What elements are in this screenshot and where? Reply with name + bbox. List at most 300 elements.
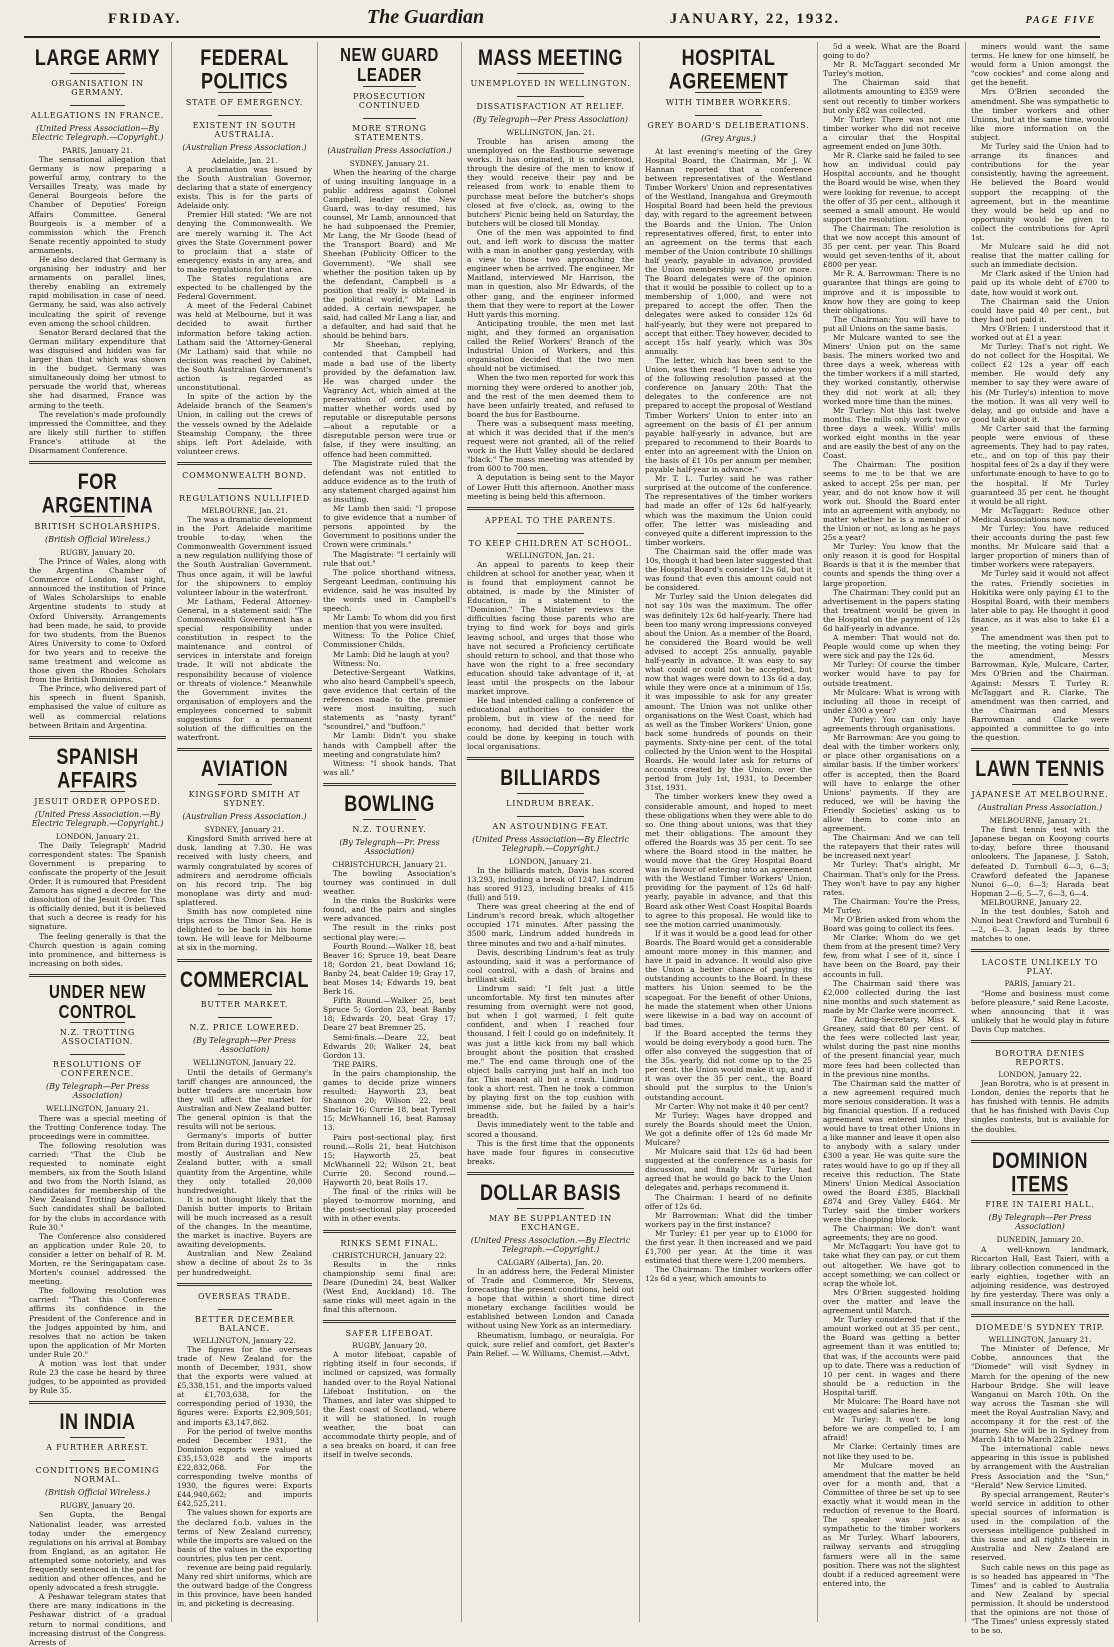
article-paragraph: Mr O'Brien asked from whom the Board was going to collect its fees. [823, 915, 960, 934]
article-headline: HOSPITAL AGREEMENT [668, 44, 789, 94]
article-dateline: DUNEDIN, January 20. [996, 1235, 1084, 1245]
article-credit: (By Telegraph—Per Press Association) [192, 1036, 297, 1055]
article-paragraph: Australian and New Zealand show a decline of about 2s to 3s per hundredweight. [177, 1249, 312, 1277]
article-divider [29, 974, 166, 977]
article-paragraph: Mr Mulcare moved an amendment that the matter be held over for a month and, that a Committee of three be set up to see exactly what it would mean in the reduction of revenue to the Board. The speaker was just as sympathetic to the timber workers as Mr Turley. Wharf labourers, railway servants and struggling farmers were all in the same position. There was not the slightest doubt if a reduced agreement were entered into, the [823, 1460, 960, 1588]
article-subheading: KINGSFORD SMITH AT SYDNEY. [188, 790, 301, 809]
article-paragraph: miners would want the same terms. He knew for one himself, he would form a Union amongst the "cow cockies" and come along and get the benefit. [971, 42, 1109, 88]
article-paragraph: If it was it would be a good lead for other Boards. The Board would get a considerable amount more money in this manner, and have it paid in advance. It would also give the Union a better chance of paying its outstanding accounts to the Board. In these matters his Union seemed to be the scapegoat. For the benefit of other Unions, he made the statement when other Unions were likewise in a bad way on account of bad times. [645, 928, 812, 1029]
article [467, 507, 634, 751]
article-paragraph: The police shorthand witness, Sergeant Leedman, continuing his evidence, said he was insulted by the words used in Campbell's speech. [323, 567, 456, 614]
article-dateline: WELLINGTON, January 22. [193, 1335, 296, 1345]
article-paragraph: When the two men reported for work this morning they were ordered to another job, and the rest of the men deemed them to have been unfairly treated, and refused to board the bus for Eastbourne. [467, 373, 634, 419]
article-paragraph: Mr Turley: Not this last twelve months. The mills only work two or three days a week. Willis' mills worked eight months in the year and are easily the best of any on the Coast. [823, 405, 960, 461]
article-paragraph: In an address here, the Federal Minister of Trade and Commerce, Mr Stevens, forecasting the present conditions, held out a hope that within a short time direct monetary exchange facilities would be established between London and Canada without using New York as an intermediary. [467, 1266, 634, 1331]
article-paragraph: The values shown for exports are the declared f.o.b. values in the terms of New Zealand currency, while the imports are valued on the basis of the values in the exporting countries, plus ten per cent. [177, 1508, 312, 1563]
article-paragraph: Mrs O'Brien seconded the amendment. She was sympathetic to the timber workers and other Unions, but at the same time, would like more information on the subject. [971, 87, 1109, 142]
article-paragraph: In the billiards match, Davis has scored 13,293, including a break of 1247. Lindrum has scored 9123, including breaks of 415 (full) and 519. [467, 865, 634, 903]
article-body [29, 832, 166, 968]
article [467, 46, 634, 501]
article-paragraph: The figures for the overseas trade of New Zealand for the month of December, 1931, show that the exports were valued at £5,338,151, and the imports valued at £1,703,638, for the corresponding period of 1930, the figures were: Exports £2,909,501; and imports £3,147,862. [177, 1344, 312, 1427]
article [177, 462, 312, 742]
article-paragraph: In the test doubles, Satoh and Nunoi beat Crawford and Turnbull 6—2, 6—3. Japan leads by three matches to one. [971, 907, 1109, 944]
article-subheading: TO KEEP CHILDREN AT SCHOOL. [468, 538, 633, 548]
article [177, 46, 312, 456]
article-paragraph: Mr Mulcare: What is wrong with including all those in receipt of under £300 a year? [823, 687, 960, 715]
article-body [323, 1251, 456, 1315]
article-subheading: AN ASTOUNDING FEAT. [492, 821, 609, 831]
article-headline: FOR ARGENTINA [41, 468, 154, 518]
article-body [467, 551, 634, 751]
article-divider [323, 1320, 456, 1323]
article [323, 1320, 456, 1459]
article-paragraph: The Chairman: They could put an advertisement in the papers stating that treatment would be given in the Hospital on the payment of 12s 6d half-yearly in advance. [823, 587, 960, 633]
article-paragraph: Such cable news on this page as is so headed has appeared in "The Times" and is cabled to Australia and New Zealand by special permission. It should be understood that the opinions are not those of "The Times" unless expressly stated to be so. [971, 1562, 1109, 1636]
article-paragraph: Semi-finals.—Deare 22, beat Edwards 20; Walker 24, beat Gordon 13. [323, 1032, 456, 1060]
article-paragraph: Mr Turley: There was not one timber worker who did not receive a circular that the Hospital agreement ended on June 30th. [823, 114, 960, 152]
article-credit: (By Telegraph—Pr. Press Association) [339, 837, 440, 856]
sub-rule [218, 1017, 272, 1018]
article-paragraph: Witness: "I shook hands. That was all." [323, 758, 456, 777]
article-paragraph: In spite of the action by the Adelaide branch of the Seamen's Union, in calling out the crews of the vessels owned by the Adelaide Steamship Company, the three ships left Port Adelaide, with volunteer crews. [177, 392, 312, 456]
article-paragraph: Anticipating trouble, the men met last night, and they formed an organisation called the Relief Workers' Branch of the Industrial Union of Workers, and this organisation decided that the two men should not be victimised. [467, 318, 634, 374]
article-body [29, 1501, 166, 1647]
article-subheading: WITH TIMBER WORKERS. [665, 97, 792, 107]
article-paragraph: Mr Clarke: Whom do we get them from at the present time? Very few, from what I see of it, since I have been on the Board, pay their accounts in full. [823, 933, 960, 979]
column-7 [966, 42, 1114, 1636]
article [971, 949, 1109, 1034]
sub-rule [70, 1054, 125, 1055]
article-paragraph: Kingsford Smith arrived here at dusk, landing at 7.30. He was received with lusty cheers, and warmly congratulated by scores of admirers and aerodrome officials on his record trip. The big monoplane was dirty and mud-splattered. [177, 834, 312, 907]
article-body [29, 1104, 166, 1395]
sub-rule [218, 1309, 272, 1310]
article-paragraph: The Daily Telegraph' Madrid correspondent states: The Spanish Government is preparing to confiscate the property of the Jesuit Order. It is rumoured that President Zamora has signed a decree for the dissolution of the Jesuit Order. This is officially denied, but it is believed that such a decree is ready for his signature. [29, 840, 166, 932]
article-paragraph: The Chairman said the matter of a new agreement required much more serious consideration. It was a big financial question. If a reduced agreement was entered into, they would have to treat other Unions in a like manner and leave it open also to anybody with a salary under £300 a year. He was quite sure the rates would have to go up if they all receive this reduction. The State Miners' Union Medical Association owed the Board £385, Blackball £874 and Grey Valley £464. Mr Turley said the timber workers were the chopping block. [823, 1078, 960, 1225]
article-paragraph: The Chairman said that allotments amounting to £359 were sent out recently to timber workers but only £82 was collected. [823, 78, 960, 115]
article-paragraph: The timber workers knew they owed a considerable amount, and hoped to meet these obligations when they were able to do so. One thing about unions, was that they met their obligations. The amount they offered the Boards was 35 per cent. To see where the Board stood in the matter, he would move that the Grey Hospital Board was in favour of entering into an agreement with the Westland Timber Workers' Union, providing for the payment of 12s 6d half-yearly, payable in advance, and that this Board ask other West Coast Hospital Boards to agree to this proposal. He would like to see the motion carried unanimously. [645, 792, 812, 929]
article-paragraph: Mr Carter said that the farming people were envious of these agreements. They had to pay rates, etc., and on top of this pay their hospital fees of 2s a day if they were unfortunate enough to have to go to the hospital. If Mr Turley guaranteed 35 per cent. he thought it would be all right. [971, 423, 1109, 506]
article-paragraph: The Prince of Wales, along with the Argentina Chamber of Commerce of London, last night, announced the institution of Prince of Wales Scholarships to enable Argentine students to study at Oxford University. Arrangements had been made, he said, to provide for two students, from the Buenos Aires University to come to Oxford for two years and to receive the same treatment and welcome as those given the Rhodes Scholars from the British Dominions. [29, 556, 166, 685]
article-paragraph: The revelation's made profoundly impressed the Committee, and they are likely still further to stiffen France's attitude at the Disarmament Conference. [29, 409, 166, 455]
article-paragraph: In the pairs championship, the games to decide prize winners resulted: Hayworth 23, beat Shannon 20; Wilson 22, beat Sinclair 16; Currie 18, beat Tyrrell 15; McWhannell 16, beat Ramsay 13. [323, 1068, 456, 1133]
column-3 [318, 42, 462, 1622]
article-paragraph: For the period of twelve months ended December 1931, the Dominion exports were valued at £35,153,028 and the imports £22,832,068. For the corresponding twelve months of 1930, the figures were: Exports £44,940,662; and imports £42,525,211. [177, 1426, 312, 1509]
article-dateline: CHRISTCHURCH, January 21. [332, 859, 447, 869]
article-subheading: DISSATISFACTION AT RELIEF. [476, 101, 625, 111]
sub-rule [70, 1437, 125, 1438]
article-paragraph: revenue are being paid regularly. Many red shirt uniforms, which are the outward badge of the Congress in this province, have been handed in, and picketing is decreasing. [177, 1563, 312, 1609]
article [29, 736, 166, 968]
article-paragraph: Mr Clarke: Certainly times are not like they used to be. [823, 1442, 960, 1461]
article-paragraph: A Peshawar telegram states that there are many indications in the Peshawar district of a gradual return to normal conditions, and increasing distrust of the Congress. Arrests of [29, 1592, 166, 1647]
article-credit: (Grey Argus.) [701, 133, 756, 143]
article-dateline: CALGARY (Alberta), Jan. 20. [497, 1257, 604, 1267]
article-paragraph: Mr Turley: It won't be long before we are compelled to, I am afraid! [823, 1415, 960, 1443]
article-credit: (By Telegraph—Per Press Association) [472, 114, 629, 124]
article-paragraph: The Acting-Secretary, Miss K. Greaney, said that 80 per cent. of the fees were collected last year, whilst during the past nine months of the present financial year, much more fees had been collected than in the previous nine months. [823, 1015, 960, 1079]
article-paragraph: One of the men was appointed to find out, and left work to discuss the matter with a man in another gang yesterday, with a view to those two approaching the engineer when he arrived. The engineer, Mr Maitland, interviewed Mr Harrison, the man in question, also Mr Edwards, of the other gang, and the engineer informed them that they were to report at the Lower Hutt yards this morning. [467, 227, 634, 319]
article-divider [177, 748, 312, 751]
article-paragraph: Witness: No. [333, 658, 381, 668]
article-paragraph: Fifth Round.—Walker 25, beat Spruce 5; Gordon 23, beat Banby 18; Edwards 20, beat Gray 17; Deare 27 beat Bremner 25. [323, 996, 456, 1033]
article-paragraph: Mr Turley: Wages have dropped and surely the Boards should meet the Union. We got a definite offer of 12s 6d made Mr Mulcare? [645, 1110, 812, 1147]
article-paragraph: Mr Turley: £1 per year up to £1000 for the first year. It then increased and we paid £1,700 per year. At the time it was estimated that there were 1,200 members. [645, 1228, 812, 1266]
article-paragraph: This is the first time that the opponents have made four figures in consecutive breaks. [467, 1138, 634, 1166]
article-paragraph: The Magistrate: "I certainly will rule that out." [323, 549, 456, 568]
article-body [645, 147, 812, 1284]
article-paragraph: The first tennis test with the Japanese began on Kooyong courts to-day, before three thousand onlookers. The Japanese, J. Satoh, defeated D. Turnbull 6—3, 6—3; Crawford defeated the Japanese Nunoi 6—0, 6—3; Harada beat Hopman 2—6, 5—7, 6—3, 6—4. [971, 825, 1109, 898]
article-paragraph: The was a dramatic development in the Port Adelaide maritime trouble to-day, when the Commonwealth Government issued a new regulation nullifying those of the South Australian Government. Thus once again, it will be lawful for the shipowners to employ volunteer labour in the waterfront. [177, 514, 312, 597]
sub-rule [517, 533, 584, 534]
article-paragraph: Mr Lamb: Did he laugh at you? [333, 649, 450, 659]
article-paragraph: He also declared that Germany is organising her industry and her armaments on parallel lines, thereby enabling an extremely rapid mobilisation in case of need. Germany, he said, was also actively inculcating the spirit of revenge even among the school children. [29, 255, 166, 328]
article-subheading: BUTTER MARKET. [200, 1000, 289, 1010]
article [971, 748, 1109, 943]
article-paragraph: MELBOURNE, January 22. [981, 897, 1082, 907]
article-subheading: ORGANISATION IN GERMANY. [51, 78, 144, 97]
article-divider [971, 1314, 1109, 1317]
article-paragraph: Mr Mulcare said that 12s 6d had been suggested at the conference as a basis for discussion, and finally Mr Turley had agreed that he would go back to the Union delegates and, perhaps recommend it. [645, 1147, 812, 1193]
article-paragraph: The final of the rinks will be played to-morrow morning, and the post-sectional play proceeded with in other events. [323, 1187, 456, 1224]
masthead-date: JANUARY, 22, 1932. [669, 11, 841, 27]
article [971, 42, 1109, 742]
article-subheading: RINKS SEMI FINAL. [340, 1238, 439, 1248]
article-paragraph: Mr Turley: That's alright, Mr Chairman. That's only for the Press. They won't have to pay any higher rates. [823, 860, 960, 897]
article-subheading: DIOMEDE'S SYDNEY TRIP. [975, 1323, 1105, 1333]
article-paragraph: There was a special meeting of the Trotting Conference today. The proceedings were in committee. [29, 1113, 166, 1141]
article-paragraph: The Magistrate ruled that the defendant was not entitled to adduce evidence as to the truth of any statement charged against him as insulting. [323, 458, 456, 504]
article-subheading: MAY BE SUPPLANTED IN EXCHANGE. [488, 1213, 613, 1232]
article-paragraph: Mr Barrowman: What did the timber workers pay in the first instance? [645, 1210, 812, 1229]
article-paragraph: Davis, describing Lindrum's feat as truly astounding, said it was a performance of cool control, with a dash of brains and brilliant skill. [467, 947, 634, 984]
article-dateline: SYDNEY, January 21. [349, 158, 430, 168]
article-paragraph: A member: That would not do. People would come up when they were sick and pay the 12s 6d. [823, 633, 960, 661]
article-subheading: SAFER LIFEBOAT. [345, 1329, 434, 1339]
article [823, 42, 960, 1588]
article-paragraph: By special arrangement, Reuter's world service in addition to other special sources of information is used in the compilation of the overseas intelligence published in this issue and all rights therein in Australia and New Zealand are reserved. [971, 1489, 1109, 1563]
article-credit: (United Press Association.—By Electric Telegraph.—Copyright.) [470, 1235, 631, 1254]
article-subheading: BETTER DECEMBER BALANCE. [194, 1314, 295, 1333]
article [971, 1314, 1109, 1635]
article-paragraph: The Chairman: The timber workers offer 12s 6d a year, which amounts to [645, 1265, 812, 1284]
article-paragraph: The feeling generally is that the Church question is again coming into prominence, and bitterness is increasing on both sides. [29, 931, 166, 968]
article-body [177, 156, 312, 456]
article-paragraph: Germany's imports of butter from Britain during 1931, consisted mostly of Australian and New Zealand butter, with a small quantity from the Argentine, while they only totalled 20,000 hundredweight. [177, 1131, 312, 1195]
sub-rule [218, 488, 272, 489]
article-subheading: LINDRUM BREAK. [506, 798, 595, 808]
article-subheading: GREY BOARD'S DELIBERATIONS. [647, 120, 810, 130]
article [971, 1040, 1109, 1134]
sub-rule [70, 73, 125, 74]
article-paragraph: Witness: To the Police Chief, Commissioner Childs. [323, 631, 456, 650]
article-paragraph: The Chairman: The position seems to me to be that we are asked to accept 25s per man, per year, and do not know how it will work out. Should the Board enter into an agreement with anybody, no matter whether he is a member of the Union or not, as long as he pays 25s a year? [823, 460, 960, 543]
column-1 [24, 42, 172, 1647]
article-divider [971, 748, 1109, 751]
article-paragraph: Davis immediately went to the table and scored a thousand. [467, 1120, 634, 1139]
article-body [467, 128, 634, 501]
article-dateline: WELLINGTON, Jan. 21. [506, 127, 595, 137]
sub-rule [70, 1460, 125, 1461]
article-paragraph: The Chairman: We don't want agreements; they are no good. [823, 1224, 960, 1243]
article-paragraph: The Chairman: And we can tell the ratepayers that their rates will be increased next year! [823, 833, 960, 861]
article-subheading: COMMONWEALTH BOND. [182, 470, 307, 480]
article-paragraph: The Chairman: You will have to put all Unions on the same basis. [823, 314, 960, 333]
column-4 [462, 42, 640, 1622]
article-headline: COMMERCIAL [180, 966, 309, 992]
article-headline: FEDERAL POLITICS [200, 44, 289, 94]
article-paragraph: A motor lifeboat, capable of righting itself in four seconds, if inclined or capsized, was formally handed over to the Royal National Lifeboat Institution, on the Thames, and later was shipped to the East coast of Scotland, where it will be stationed. In rough weather, the boat can accommodate thirty people, and of a sea breaks on board, it can free itself in twelve seconds. [323, 1350, 456, 1460]
article-paragraph: Mr Turley considered that if the amount worked out at 35 per cent., the Board was getting a better agreement than it was entitled to; that was, if the accounts were paid up to date. There was a reduction of 10 per cent. in wages and there should be a reduction in the Hospital tariff. [823, 1315, 960, 1397]
article-dateline: LONDON, January 22. [998, 1069, 1082, 1079]
article [29, 1401, 166, 1646]
article-paragraph: An appeal to parents to keep their children at school for another year, when it is found that employment cannot be obtained, is made by the Minister of Education, in a statement to the "Dominion." The Minister reviews the difficulties facing those parents who are trying to find work for boys and girls leaving school, and urges that those who have not secured a Proficiency certificate should return to school, and that those who have won the right to a free secondary education should take advantage of it, at least until the prospects on the labour market improve. [467, 559, 634, 697]
article-divider [971, 1140, 1109, 1143]
article-paragraph: In the rinks the Buskirks were found, and the pairs and singles were advanced. [323, 896, 456, 924]
sub-rule [517, 816, 584, 817]
article-paragraph: Mr Sheehan, replying, contended that Campbell had made a bad use of the liberty provided by the defamation law. He was charged under the Vagrancy Act, which aimed at the preservation of order, and no matter whether words used by reputable or disreputable persons—about a reputable or a disreputable person were true or false, if they were insulting, an offence had been committed. [323, 340, 456, 459]
article-divider [323, 1230, 456, 1233]
article-paragraph: There was great cheering at the end of Lindrum's record break, which altogether occupied 171 minutes. After passing the 3500 mark, Lindrum added hundreds in three minutes and two and a-half minutes. [467, 902, 634, 948]
article [971, 1140, 1109, 1309]
article-divider [29, 461, 166, 464]
article-paragraph: Mr McTaggart: You have got to take what they can pay, or cut them out altogether. We have got to accept something; we can collect or scrap the whole lot. [823, 1242, 960, 1288]
article-paragraph: Until the details of Germany's tariff changes are announced, the butter traders are uncertain how they will affect the market for Australian and New Zealand butter. The general opinion is that the results will not be serious. [177, 1067, 312, 1132]
article-subheading: STATE OF EMERGENCY. [185, 97, 304, 107]
article-paragraph: Sen Gupta, the Bengal Nationalist leader, was arrested today under the emergency regulations on his arrival at Bombay from England, as an agitator. He attempted some notoriety, and was frequently sentenced in the past for sedition and other offences, and he openly advocated a fresh struggle. [29, 1510, 166, 1593]
article-credit: (Australian Press Association.) [977, 803, 1103, 813]
article-paragraph: Rheumatism, lumbago, or neuralgia. For quick, sure relief and comfort, get Baxter's Pain Relief. — W. Williams, Chemist.—Advt. [467, 1330, 634, 1358]
masthead-day: FRIDAY. [108, 11, 182, 27]
sub-rule [218, 994, 272, 995]
article-divider [29, 1401, 166, 1404]
article-credit: (United Press Association.—By Electric Telegraph.—Copyright.) [31, 809, 164, 828]
article-paragraph: If the Board accepted the terms they would be doing everybody a good turn. The offer also conveyed the suggestion that of the 35s. yearly, did not come up to the 25 per cent. the Union would make it up, and if it was over the 35 per cent., the Board should put the surplus to the Union's outstanding account. [645, 1028, 812, 1102]
article-credit: (Australian Press Association.) [327, 145, 452, 155]
article-paragraph: He had intended calling a conference of educational authorities to consider the problem, but in view of the need for economy, had decided that better work could be done by keeping in touch with local organisations. [467, 696, 634, 751]
sub-rule [363, 118, 416, 119]
article-subheading: BOROTRA DENIES REPORTS. [995, 1048, 1085, 1067]
article-headline: SPANISH AFFAIRS [56, 743, 139, 793]
article-dateline: MELBOURNE, January 21. [989, 816, 1091, 826]
article-subheading: JESUIT ORDER OPPOSED. [34, 796, 161, 806]
article-headline: LARGE ARMY [34, 44, 161, 70]
article-dateline: RUGBY, January 20. [60, 1501, 135, 1511]
article-body [29, 146, 166, 455]
article-dateline: LONDON, January 21. [508, 856, 593, 866]
article-paragraph: The Chairman: I heard of no definite offer of 12s 6d. [645, 1192, 812, 1211]
article-body [467, 857, 634, 1166]
article-paragraph: Fourth Round.—Walker 18, beat Beaver 16; Spruce 19, beat Deare 18; Gordon 21, beat Dowland 16; Banby 24, beat Calder 19; Gray 17, beat Moses 14; Edwards 19, beat Berk 16. [323, 941, 456, 997]
article-paragraph: Mr R. McTaggart seconded Mr Turley's motion. [823, 60, 960, 79]
article-dateline: WELLINGTON, January 21. [46, 1104, 149, 1114]
article-dateline: LONDON, January 21. [55, 831, 140, 841]
article-body [323, 159, 456, 777]
article-body [177, 1336, 312, 1609]
article-divider [467, 757, 634, 760]
article-paragraph: Mr Turley: You can only have agreements through organisations. [823, 714, 960, 734]
article-paragraph: Mr Turley: Of course the timber worker would have to pay for outside treatment. [823, 660, 960, 688]
article-credit: (Australian Press Association.) [182, 142, 307, 152]
article-paragraph: The international cable news appearing in this issue is published by arrangement with the Australian Press Association and the "Sun," "Herald" New Service Limited. [971, 1444, 1109, 1490]
article-body [971, 816, 1109, 943]
article-paragraph: The Prince, who delivered part of his speech in fluent Spanish, emphasised the value of culture as well as commercial relations between Britain and Argentina. [29, 684, 166, 730]
column-2 [172, 42, 318, 1622]
article-paragraph: Mr Latham, Federal Attorney-General, in a statement said: "The Commonwealth Government has a special responsibility under constitution in respect to the maintenance and control of services in interstate and foreign trade. It will not abdicate the responsibility because of violence or threats of violence." Meanwhile the Government invites the organisation of employers and the employees concerned to submit suggestions for a permanent solution of the difficulties on the waterfront. [177, 596, 312, 743]
article-headline: NEW GUARD LEADER [340, 44, 439, 86]
article-paragraph: Mr R. Clarke said he failed to see how an individual could pay Hospital accounts, and he thought the Board would be wise, when they were looking for revenue, to accept the offer of 35 per cent., although it seemed a small amount. He would support the resolution. [823, 151, 960, 224]
sub-rule [517, 793, 584, 794]
article-credit: (United Press Association—By Electric Telegraph.—Copyright.) [472, 834, 629, 853]
article-body [467, 1258, 634, 1358]
article-divider [971, 1040, 1109, 1043]
article [29, 461, 166, 730]
article-headline: BOWLING [344, 790, 435, 816]
article-paragraph: The States regulations are expected to be challenged by the Federal Government. [177, 274, 312, 302]
article-credit: (British Official Wireless.) [44, 534, 151, 544]
article-headline: BILLIARDS [500, 764, 601, 790]
sub-rule [695, 115, 762, 116]
article-paragraph: When the hearing of the charge of using insulting language in a public address against Colonel Campbell, leader of the New Guard, was to-day resumed, his counsel, Mr Lamb, announced that he had subpoenaed the Premier, Mr Lang, the Mr Goode (head of the Transport Board) and Mr Sheehan (Publicity Officer to the Government). "We shall see whether the position taken up by the defendant, Campbell is a position that really is obtained in the political world," Mr Lamb added. A certain newspaper, he said, had called Mr Lang a liar, and a defaulter, and had said that he should be behind bars. [323, 167, 456, 341]
article-paragraph: It is not thought likely that the Danish butter imports to Britain will be much increased as a result of the changes. In the meantime, the market is inactive. Buyers are awaiting developments. [177, 1194, 312, 1250]
sub-rule [517, 1208, 584, 1209]
article-headline: LAWN TENNIS [975, 755, 1105, 781]
article-paragraph: Pairs post-sectional play, first round.—Rolls 21, beat Hutchison 15; Hayworth 25, beat McWhannell 22; Wilson 21, beat Currie 20. Second round.—Hayworth 20, beat Rolls 17. [323, 1132, 456, 1188]
article-credit: (British Official Wireless.) [44, 1488, 151, 1498]
sub-rule [70, 105, 125, 106]
article-divider [29, 736, 166, 739]
article-credit: (Australian Press Association.) [182, 812, 307, 822]
article-paragraph: Mr T. L. Turley said he was rather surprised at the outcome of the conference. The representatives of the timber workers had made an offer of 12s 6d half-yearly, which was the maximum the Union could offer. The letter was misleading and conveyed quite a different impression to the timber workers. [645, 474, 812, 547]
article-subheading: JAPANESE AT MELBOURNE. [971, 790, 1109, 800]
article-body [971, 979, 1109, 1034]
article-paragraph: The Chairman: You're the Press, Mr Turley. [823, 896, 960, 915]
article-subheading: UNEMPLOYED IN WELLINGTON. [470, 78, 631, 88]
article-paragraph: The Chairman said there was £2,000 collected during the last nine months and such statement as made by Mr Clarke were incorrect. [823, 978, 960, 1015]
article [29, 974, 166, 1396]
article-paragraph: At last evening's meeting of the Grey Hospital Board, the Chairman, Mr J. W. Hannan reported that a conference between representatives of the Westland Timber Workers' Union and representatives of the Westland, Inangahua and Greymouth Hospital Board had been held the previous day, with regard to the agreement between the Boards and the Union. The Union representatives offered, first, to enter into an agreement on the terms that each member of the Union contribute 10 shillings half yearly, payable in advance, provided the Union membership was 700 or more. The Board delegates were of the opinion that it would be possible to collect up to a membership of 1,000, and were not prepared to accept the offer. Then the delegates were asked to consider 12s 6d half-yearly, but they were not prepared to accept that either. They however, decided to accept 15s half yearly, which was 30s annually. [645, 146, 812, 356]
article-paragraph: Mr Turley said the Union had to arrange its finances and contributions for the year consistently, having the agreement. He believed the Board would support the recapping of the agreement, but in the meantime they would be held up and no opportunity would be given to collect the contributions for April 1st. [971, 142, 1109, 242]
masthead-page-number: PAGE FIVE [1025, 15, 1096, 26]
sub-rule [1012, 784, 1067, 785]
article-credit: (United Press Association—By Electric Telegraph.—Copyright.) [31, 123, 164, 142]
article-divider [971, 949, 1109, 952]
article-subheading: BRITISH SCHOLARSHIPS. [34, 521, 161, 531]
article-body [823, 42, 960, 1588]
article-subheading: REGULATIONS NULLIFIED [178, 493, 311, 503]
article-paragraph: The Minister of Defence, Mr Cobbe, announces that the "Diomede" will visit Sydney in March for the opening of the new Harbour Bridge. She will leave Wanganui on March 10th. On the way across the Tasman she will meet the Royal Australian Navy, and accompany it for the rest of the journey. She will be in Sydney from March 14th to March 22nd. [971, 1344, 1109, 1445]
article-paragraph: The Chairman: The resolution is that we now accept this amount of 35 per cent. per year. This Board would get seven-tenths of it, about £800 per year. [823, 223, 960, 270]
article-body [323, 860, 456, 1224]
column-5 [640, 42, 818, 1622]
article-paragraph: A well-known landmark, Riccarton Hall, East Taieri, with a library collection commenced in the early eighties, together with an adjoining residence, was destroyed by fire yesterday. There was only a small insurance on the hall. [971, 1244, 1109, 1309]
article-paragraph: The Conference also considered an application under Rule 20, to consider a letter on behalf of R. M. Morten, re the Seringapatam case. Morten's counsel addressed the meeting. [29, 1231, 166, 1287]
article [323, 46, 456, 777]
article-subheading: FIRE IN TAIERI HALL. [985, 1200, 1095, 1210]
article-paragraph: Mr Mulcare: The Board have not cut wages and salaries here. [823, 1396, 960, 1416]
article-dateline: RUGBY, January 20. [352, 1341, 427, 1351]
article-paragraph: Senator Berard declared that the German military expenditure that was disguised and hidden was far larger than that which was shown in the budget. Germany was simultaneously doing her utmost to persuade the world that, whereas she had disarmed, France was arming to the teeth. [29, 327, 166, 410]
article-paragraph: Mr Mulcare said he did not realise that the matter calling for such an immediate decision. [971, 242, 1109, 270]
article-subheading: ALLEGATIONS IN FRANCE. [30, 110, 165, 120]
article-paragraph: The following resolution was carried: "That this Conference affirms its confidence in the President of the Conference and in the Judges appointed by him, and resolves that no action be taken upon the application of Mr Morten under Rule 20." [29, 1286, 166, 1359]
article [323, 1230, 456, 1315]
article-dateline: CHRISTCHURCH, January 22. [332, 1250, 447, 1260]
article-divider [467, 1172, 634, 1175]
article-paragraph: Mr McTaggart: Reduce other Medical Associations now. [971, 505, 1109, 524]
article-paragraph: The letter, which has been sent to the Union, was then read: "I have to advise you of the following resolution passed at the conference on January 20th: That the delegates to the conference are not prepared to accept the proposal of Westland Timber Workers' Union to enter into an agreement on the basis of £1 per annum payable half-yearly in advance, but are prepared to recommend to their Boards to enter into an agreement with the Union on the basis of £1 10s per annum per member, payable half-year in advance." [645, 355, 812, 475]
article-dateline: PARIS, January 21. [62, 145, 133, 155]
article-paragraph: The sensational allegation that Germany is now preparing a powerful army, contrary to the Versailles Treaty, was made by General Bourgeois before the Chamber of Deputies' Foreign Affairs Committee. General Bourgeois is a member of a commission which the French Senate recently appointed to study armaments. [29, 154, 166, 255]
article-body [971, 42, 1109, 742]
article-subheading: APPEAL TO THE PARENTS. [484, 515, 617, 525]
article-paragraph: Jean Borotra, who is at present in London, denies the reports that he has finished with tennis. He admits that he has finished with Davis Cup singles contests, but is available for the doubles. [971, 1079, 1109, 1134]
article-subheading: CONDITIONS BECOMING NORMAL. [35, 1466, 160, 1485]
article-paragraph: Mr Lamb then said: "I propose to give evidence that a number of persons appointed by the Government to positions under the Crown were criminals." [323, 504, 456, 550]
article-subheading: N.Z. PRICE LOWERED. [189, 1023, 300, 1033]
article-body [177, 506, 312, 742]
article [177, 959, 312, 1277]
sub-rule [363, 819, 416, 820]
article-body [177, 825, 312, 952]
article-dateline: WELLINGTON, January 22. [193, 1058, 296, 1068]
article-headline: DOMINION ITEMS [992, 1147, 1088, 1197]
article-subheading: LACOSTE UNLIKELY TO PLAY. [981, 958, 1099, 977]
article-body [971, 1335, 1109, 1635]
article-body [29, 548, 166, 730]
article-dateline: WELLINGTON, Jan. 21. [506, 550, 595, 560]
article-paragraph: Lindrum said: "I felt just a little uncomfortable. My first ten minutes after resuming from overnight were not good, but when I got warmed, I felt quite confident, and when I reached four thousand, I felt I could go on indefinitely. It was just a little kick from my ball which brought about the position that crashed me." The end came through one of the object balls carrying just half an inch too far. This meant all but a crash. Lindrum took a short rest. Then he took a common by playing first on the top cushion with immense side, but he failed by a hair's breadth. [467, 984, 634, 1121]
article-headline: DOLLAR BASIS [480, 1179, 621, 1205]
sub-rule [218, 115, 272, 116]
article-paragraph: Mr Turley said the Union delegates did not say 10s was the maximum. The offer was definitely 12s 6d half-yearly. There had been too many wrong impressions conveyed about the Union. As a member of the Board, he considered the Board would be well advised to accept 25s annually, payable half-yearly in advance. It was easy to say what could or could not be accepted, but now that wages were down to 13s 6d a day, while they were once at a minimum of 15s, it was impossible to ask for any greater amount. The Union was not unlike other organisations on the West Coast, which had as well as the Timber Workers' Union, gone back some hundreds of pounds on their payments. Sixty-nine per cent. of the total collected by the Union went to the Hospital Boards. He would later ask for returns of accounts created by the Union, over the period from July 1st, 1931, to December 31st, 1931. [645, 592, 812, 793]
article-paragraph: Mr R. A. Barrowman: There is no guarantee that things are going to improve and it is impossible to know how they are going to keep their obligations. [823, 269, 960, 315]
article-dateline: MELBOURNE, Jan. 21. [201, 505, 288, 515]
article-paragraph: A deputation is being sent to the Mayor of Lower Hutt this afternoon. Another mass meeting is being held this afternoon. [467, 473, 634, 501]
article-headline: MASS MEETING [477, 44, 623, 70]
article [645, 46, 812, 1284]
article-paragraph: THE PAIRS. [333, 1059, 378, 1069]
article-paragraph: 5d a week. What are the Board going to do? [823, 42, 960, 61]
sub-rule [517, 73, 584, 74]
sub-rule [517, 96, 584, 97]
article-paragraph: Trouble has arisen among the unemployed on the Eastbourne sewerage works. It has originated, it is understood, through the desire of the men to know if they would receive their pay and be released from work to enable them to purchase meat before the butcher's shops closed at five o'clock, as, owing to the butchers' Picnic being held on Saturday, the butchers will be closed till Monday. [467, 136, 634, 228]
article-paragraph: Mr Barrowman: Are you going to deal with the timber workers only, or place other organisations on a similar basis. If the timber workers' offer is accepted, then the Board will have to enlarge the other Unions' payments. If they are reduced, we will be having the Friendly Societies' asking us to allow them to come into an agreement. [823, 733, 960, 834]
article-dateline: Adelaide, Jan. 21. [211, 155, 278, 165]
article-dateline: PARIS, January 21. [1004, 979, 1076, 989]
sub-rule [218, 784, 272, 785]
article-subheading: RESOLUTIONS OF CONFERENCE. [53, 1060, 142, 1079]
article [177, 748, 312, 952]
article-body [323, 1341, 456, 1459]
article-paragraph: Results in the rinks championship semi final are: Deare (Dunedin) 24, beat Walker (West End, Auckland) 18. The same rinks will meet again in the final this afternoon. [323, 1259, 456, 1315]
article-paragraph: Detective-Sergeant Watkins, who also heard Campbell's speech, gave evidence that certain of the references made to the premier were most insulting, such statements as "nasty tyrant" "scoundrel," and "buffoon." [323, 667, 456, 732]
article-headline: AVIATION [200, 756, 289, 782]
article-paragraph: Smith has now completed nine trips across the Timor Sea. He is delighted to be back in his home town. He will leave for Melbourne at six in the morning. [177, 907, 312, 953]
article-body [971, 1235, 1109, 1308]
article-credit: (By Telegraph—Per Press Association) [45, 1082, 150, 1101]
article [323, 783, 456, 1224]
article-paragraph: A proclamation was issued by the South Australian Governor, declaring that a state of emergency exists. This is for the parts of Adelaide only. [177, 164, 312, 211]
article-credit: (By Telegraph—Per Press Association) [988, 1213, 1092, 1232]
article-paragraph: Mr Turley: You know that the only reason it is good for Hospital Boards is that it is the member that counts and spends the thing over a large proportion. [823, 542, 960, 588]
article-paragraph: Mrs O'Brien: I understood that it worked out at £1 a year. [971, 323, 1109, 342]
article-dateline: RUGBY, January 20. [60, 547, 135, 557]
article-subheading: N.Z. TOURNEY. [352, 824, 427, 834]
article-paragraph: The Chairman said the Union could have paid 40 per cent., but they had not paid it. [971, 296, 1109, 324]
article-paragraph: The Chairman said the offer made was 10s, though it had been later suggested that the Hospital Board's consider 12s 6d, but it was found that even this amount could not be considered. [645, 546, 812, 593]
article-paragraph: The amendment was then put to the meeting, the voting being: For the amendment, Messrs Barrowman, Kyle, Mulcare, Carter, Mrs O'Brien and the Chairman. Against: Messrs T. Turley R. McTaggart and R. Clarke. The amendment was then carried, and the Chairman and Messrs Barrowman and Clarke were appointed a committee to go into the question. [971, 633, 1109, 743]
article-paragraph: "Home and business must come before pleasure," said Rene Lacoste, when announcing that it was unlikely that he would play in future Davis Cup matches. [971, 988, 1109, 1034]
